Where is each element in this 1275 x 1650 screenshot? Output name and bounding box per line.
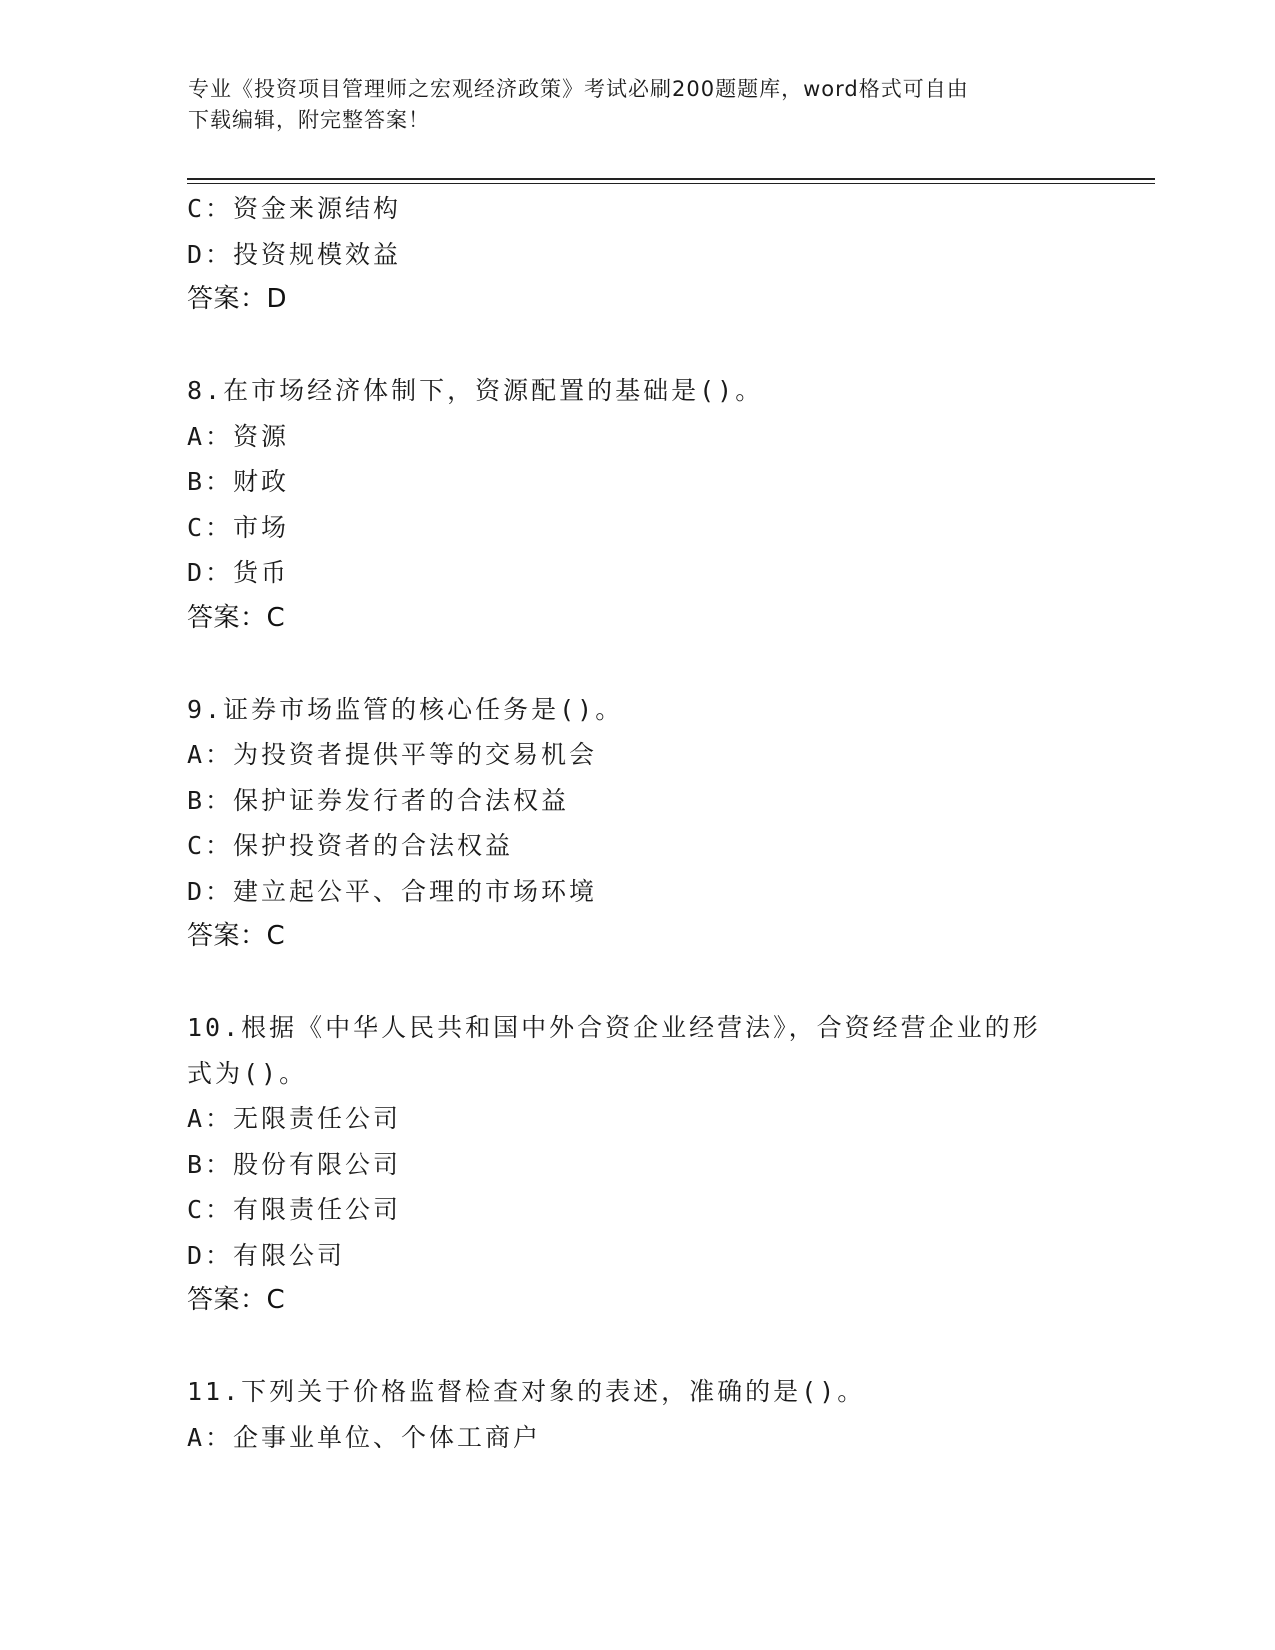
option-c: C：有限责任公司 bbox=[187, 1195, 402, 1224]
option-c: C：资金来源结构 bbox=[187, 194, 402, 223]
question-text: 11.下列关于价格监督检查对象的表述，准确的是()。 bbox=[187, 1377, 866, 1406]
header-divider-thin bbox=[187, 183, 1155, 184]
question-text-line-1: 10.根据《中华人民共和国中外合资企业经营法》，合资经营企业的形 bbox=[187, 1013, 1041, 1042]
option-c: C：保护投资者的合法权益 bbox=[187, 831, 514, 860]
option-d: D：投资规模效益 bbox=[187, 239, 402, 269]
question-text: 8.在市场经济体制下，资源配置的基础是()。 bbox=[187, 376, 764, 405]
option-d: D：建立起公平、合理的市场环境 bbox=[187, 876, 598, 906]
option-d: D：有限公司 bbox=[187, 1240, 346, 1270]
header-line-1: 专业《投资项目管理师之宏观经济政策》考试必刷200题题库，word格式可自由 bbox=[188, 77, 969, 101]
spacer bbox=[187, 960, 1087, 1006]
option-d: D：货币 bbox=[187, 558, 290, 587]
option-a: A：为投资者提供平等的交易机会 bbox=[187, 740, 598, 769]
header-divider-thick bbox=[187, 178, 1155, 180]
question-list bbox=[187, 186, 1087, 1460]
question-7 bbox=[187, 186, 1087, 323]
option-a: A：资源 bbox=[187, 421, 290, 451]
question-10 bbox=[187, 1005, 1087, 1324]
option-b: B：财政 bbox=[187, 467, 290, 496]
spacer bbox=[187, 323, 1087, 369]
answer: 答案：C bbox=[187, 1285, 286, 1315]
spacer bbox=[187, 1324, 1087, 1370]
question-9 bbox=[187, 687, 1087, 960]
question-11 bbox=[187, 1369, 1087, 1460]
answer: 答案：D bbox=[187, 284, 288, 314]
document-header bbox=[188, 74, 1068, 136]
option-b: B：股份有限公司 bbox=[187, 1149, 402, 1179]
question-text-line-2: 式为()。 bbox=[187, 1058, 308, 1088]
spacer bbox=[187, 641, 1087, 687]
answer: 答案：C bbox=[187, 921, 286, 951]
option-a: A：企事业单位、个体工商户 bbox=[187, 1422, 542, 1452]
header-line-2: 下载编辑，附完整答案！ bbox=[188, 108, 430, 132]
option-a: A：无限责任公司 bbox=[187, 1104, 402, 1133]
question-8 bbox=[187, 368, 1087, 641]
option-b: B：保护证券发行者的合法权益 bbox=[187, 785, 570, 815]
answer: 答案：C bbox=[187, 602, 286, 633]
option-c: C：市场 bbox=[187, 512, 290, 542]
question-text: 9.证券市场监管的核心任务是()。 bbox=[187, 694, 624, 724]
